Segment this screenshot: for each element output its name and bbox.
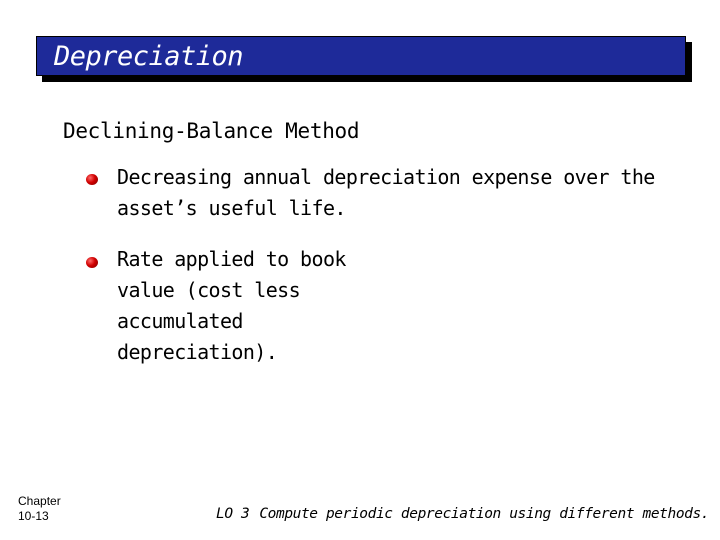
bullet-1-line-1: Decreasing annual depreciation expense over the: [117, 165, 655, 189]
bullet-text-1: [117, 162, 655, 224]
bullet-1-line-2: asset’s useful life.: [117, 196, 346, 220]
bullet-text-2: [117, 244, 346, 368]
chapter-text: Chapter: [18, 494, 61, 508]
slide-subheading: Declining-Balance Method: [63, 119, 360, 143]
lo-text: Compute periodic depreciation using different methods.: [259, 506, 710, 522]
bullet-icon: [86, 257, 98, 268]
page-number: 10-13: [18, 509, 49, 523]
lo-label: LO 3: [216, 506, 250, 522]
title-bar: [36, 36, 686, 76]
chapter-label: [18, 494, 61, 524]
bullet-2-line-2: value (cost less: [117, 278, 301, 302]
slide-title: Depreciation: [54, 41, 244, 72]
bullet-icon: [86, 174, 98, 185]
learning-objective-footer: [216, 504, 709, 524]
bullet-2-line-4: depreciation).: [117, 340, 278, 364]
bullet-2-line-3: accumulated: [117, 309, 243, 333]
bullet-2-line-1: Rate applied to book: [117, 247, 346, 271]
